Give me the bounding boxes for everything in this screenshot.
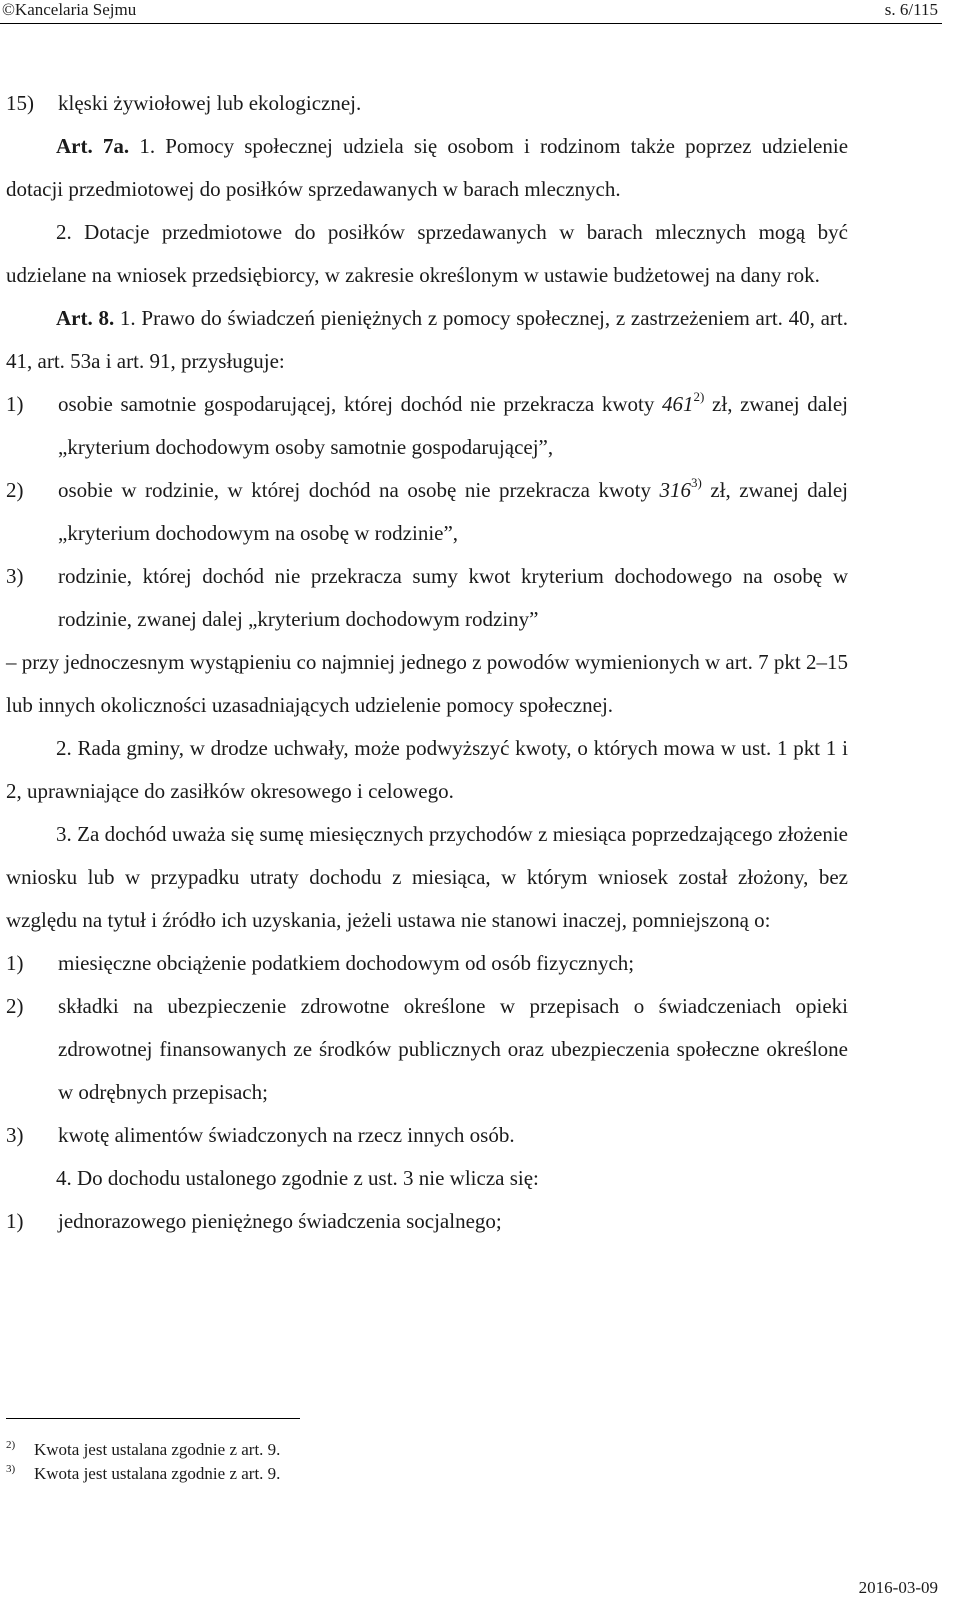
item-number: 1) [6, 951, 24, 975]
footnote-mark: 2) [6, 1439, 16, 1451]
header-publisher: ©Kancelaria Sejmu [2, 0, 137, 19]
list-item-15 [6, 82, 848, 125]
article-8-tail: – przy jednoczesnym wystąpieniu co najmniej jednego z powodów wymienionych w art. 7 pkt 2–15 lub innych okoliczności uzasadniających udzielenie pomocy społecznej. [6, 650, 848, 717]
article-8-par-1 [6, 297, 848, 383]
item-number: 2) [6, 478, 24, 502]
criteria-item-1 [6, 383, 848, 469]
article-7a-par-1 [6, 125, 848, 211]
page-header [0, 0, 960, 22]
deduction-item-3 [6, 1114, 848, 1157]
article-8-par-1-text: 1. Prawo do świadczeń pieniężnych z pomocy społecznej, z zastrzeżeniem art. 40, art. 41, art. 53a i art. 91, przysługuje: [6, 306, 848, 373]
item-text-part: zł, zwanej dalej „kryterium dochodowym na osobę w rodzinie”, [58, 478, 849, 545]
item-text: rodzinie, której dochód nie przekracza sumy kwot kryterium dochodowego na osobę w rodzinie, zwanej dalej „kryterium dochodowym rodziny” [58, 564, 848, 631]
item-text: kwotę alimentów świadczonych na rzecz innych osób. [58, 1123, 515, 1147]
item-text: miesięczne obciążenie podatkiem dochodowym od osób fizycznych; [58, 951, 635, 975]
article-7a-par-1-text: 1. Pomocy społecznej udziela się osobom i rodzinom także poprzez udzielenie dotacji przedmiotowej do posiłków sprzedawanych w barach mlecznych. [6, 134, 849, 201]
amount-461: 461 [662, 392, 694, 416]
article-8-par-4: 4. Do dochodu ustalonego zgodnie z ust. 3 nie wlicza się: [56, 1166, 539, 1190]
item-text-part: osobie samotnie gospodarującej, której dochód nie przekracza kwoty [58, 392, 655, 416]
article-7a-par-2: 2. Dotacje przedmiotowe do posiłków sprzedawanych w barach mlecznych mogą być udzielane na wniosek przedsiębiorcy, w zakresie określonym w ustawie budżetowej na dany rok. [6, 220, 848, 287]
footnotes [6, 1438, 848, 1486]
footnote-text: Kwota jest ustalana zgodnie z art. 9. [34, 1464, 281, 1483]
item-text-part: zł, zwanej dalej „kryterium dochodowym osoby samotnie gospodarującej”, [58, 392, 849, 459]
footnote-divider [6, 1418, 300, 1419]
article-8-heading: Art. 8. [56, 306, 115, 330]
header-divider [0, 23, 942, 24]
item-number: 1) [6, 1209, 24, 1233]
item-number: 2) [6, 994, 24, 1018]
criteria-item-2 [6, 469, 848, 555]
header-page-number: s. 6/115 [884, 0, 938, 19]
item-number: 1) [6, 392, 24, 416]
item-number: 15) [6, 91, 34, 115]
criteria-item-3 [6, 555, 848, 641]
item-number: 3) [6, 564, 24, 588]
item-text-part: osobie w rodzinie, w której dochód na osobę nie przekracza kwoty [58, 478, 651, 502]
footnote [6, 1462, 848, 1486]
article-7a-heading: Art. 7a. [56, 134, 130, 158]
footnote-ref-3: 3) [690, 475, 702, 490]
article-8-par-2: 2. Rada gminy, w drodze uchwały, może podwyższyć kwoty, o których mowa w ust. 1 pkt 1 i 2, uprawniające do zasiłków okresowego i celowego. [6, 736, 848, 803]
amount-316: 316 [659, 478, 691, 502]
item-text: jednorazowego pieniężnego świadczenia socjalnego; [58, 1209, 502, 1233]
item-text [58, 383, 848, 469]
footer-date: 2016-03-09 [858, 1578, 938, 1597]
footnote-mark: 3) [6, 1463, 16, 1475]
article-8-par-3: 3. Za dochód uważa się sumę miesięcznych przychodów z miesiąca poprzedzającego złożenie wniosku lub w przypadku utraty dochodu z miesiąca, w którym wniosek został złożony, bez względu na tytuł i źródło ich uzyskania, jeżeli ustawa nie stanowi inaczej, pomniejszoną o: [6, 822, 848, 932]
footnote-text: Kwota jest ustalana zgodnie z art. 9. [34, 1440, 281, 1459]
item-text: klęski żywiołowej lub ekologicznej. [58, 91, 362, 115]
item-text [58, 469, 848, 555]
footnote-ref-2: 2) [693, 389, 705, 404]
deduction-item-2 [6, 985, 848, 1114]
exclusion-item-1 [6, 1200, 848, 1243]
document-body [6, 82, 848, 1243]
item-number: 3) [6, 1123, 24, 1147]
footnote [6, 1438, 848, 1462]
deduction-item-1 [6, 942, 848, 985]
item-text: składki na ubezpieczenie zdrowotne określone w przepisach o świadczeniach opieki zdrowotnej finansowanych ze środków publicznych oraz ubezpieczenia społeczne określone w odrębnych przepisach; [58, 994, 848, 1104]
